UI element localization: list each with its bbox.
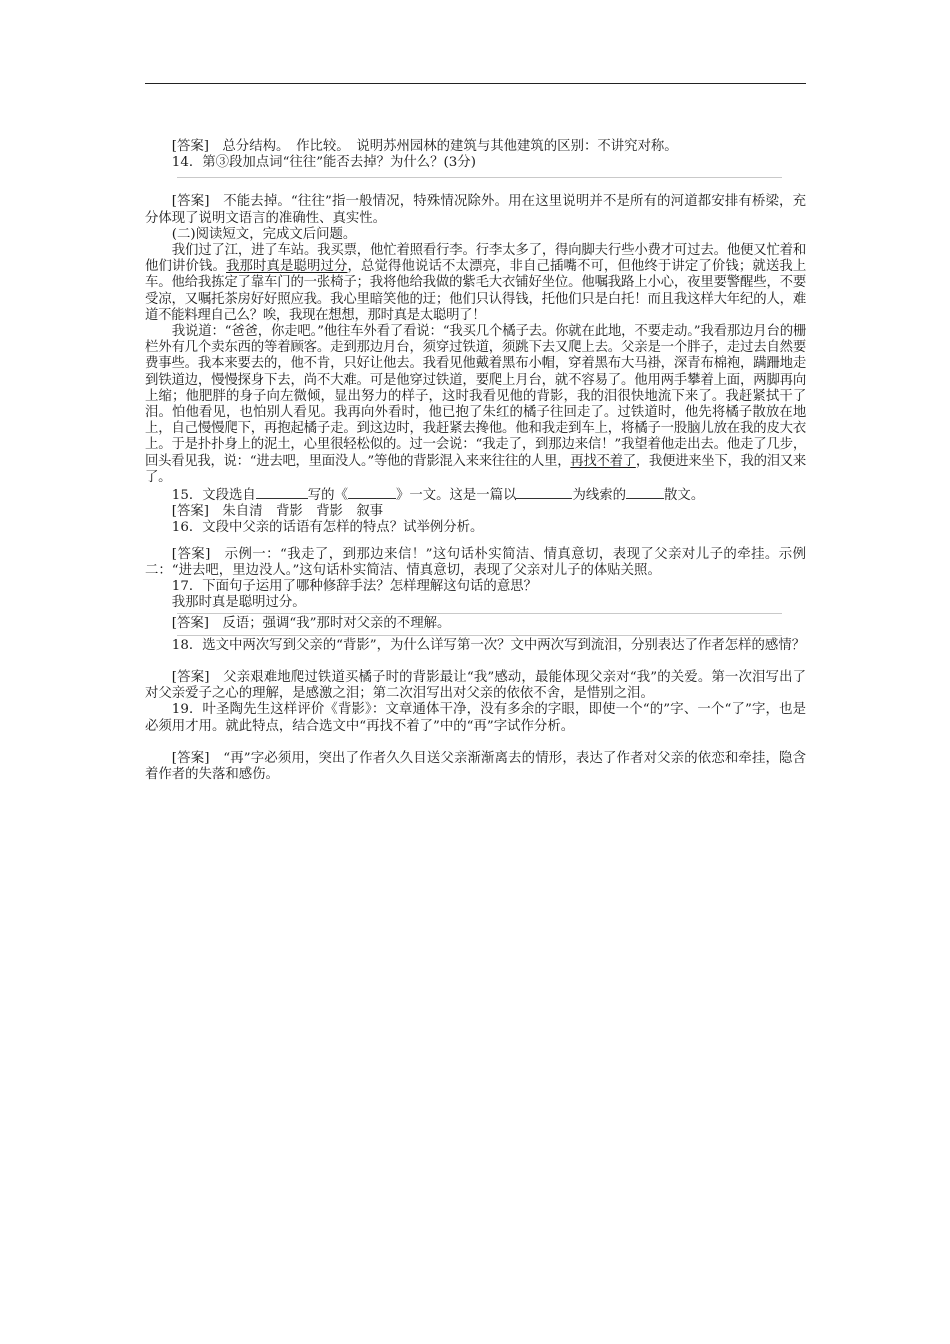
fill-blank[interactable] (626, 486, 664, 499)
header-rule (145, 83, 806, 84)
question-text: 》一文。这是一篇以 (395, 488, 517, 504)
answer-text: 朱自清 背影 背影 叙事 (222, 504, 384, 520)
question-text: 为线索的 (572, 488, 627, 504)
passage-text: ，总觉得他说话不太漂亮，非自己插嘴不可，但他终于讲定了价钱；就送我上车。他给我拣定了靠车门的一张椅子；我将他给我做的紫毛大衣铺好坐位。他嘱我路上小心，夜里要警醒些，不要受凉，又嘱托茶房好好照应我。我心里暗笑他的迂；他们只认得钱，托他们只是白托！而且我这样大年纪的人，难道不能料理自己么？唉，我现在想想，那时真是太聪明了！ (145, 259, 806, 323)
answer-text: 示例一：“我走了，到那边来信！”这句话朴实简洁、情真意切，表现了父亲对儿子的牵挂。示例二：“进去吧，里边没人。”这句话朴实简洁、情真意切，表现了父亲对儿子的体贴关照。 (145, 546, 806, 578)
question-18: 18．选文中两次写到父亲的“背影”，为什么详写第一次？文中两次写到流泪，分别表达了作者怎样的感情？ (171, 637, 806, 653)
question-text: 散文。 (664, 488, 705, 504)
question-16: 16．文段中父亲的话语有怎样的特点？试举例分析。 (171, 520, 484, 536)
passage-paragraph-2 (145, 324, 806, 486)
answer-label: [答案] (171, 194, 210, 210)
question-17-sentence: 我那时真是聪明过分。 (171, 595, 306, 611)
answer-text: 不能去掉。“往往”指一般情况，特殊情况除外。用在这里说明并不是所有的河道都安排有桥梁，充分体现了说明文语言的准确性、真实性。 (145, 194, 806, 226)
answer-15 (145, 504, 806, 520)
answer-label: [答案] (171, 616, 210, 632)
answer-19 (145, 751, 806, 783)
answer-label: [答案] (171, 139, 210, 154)
fill-blank[interactable] (348, 486, 396, 499)
question-17: 17．下面句子运用了哪种修辞手法？怎样理解这句话的意思？ (171, 579, 537, 595)
answer-line (177, 177, 782, 178)
passage-paragraph-1 (145, 243, 806, 324)
question-text: 写的《 (307, 488, 348, 504)
answer-14 (145, 194, 806, 226)
passage-text: ，我便进来坐下，我的泪又来了。 (145, 453, 807, 485)
passage-text: 我说道：“爸爸，你走吧。”他往车外看了看说：“我买几个橘子去。你就在此地，不要走动。”我看那边月台的栅栏外有几个卖东西的等着顾客。走到那边月台，须穿过铁道，须跳下去又爬上去。父亲是一个胖子，走过去自然要费事些。我本来要去的，他不肯，只好让他去。我看见他戴着黑布小帽，穿着黑布大马褂，深青布棉袍，蹒跚地走到铁道边，慢慢探身下去，尚不大难。可是他穿过铁道，要爬上月台，就不容易了。他用两手攀着上面，两脚再向上缩；他肥胖的身子向左微倾，显出努力的样子，这时我看见他的背影，我的泪很快地流下来了。我赶紧拭干了泪。怕他看见，也怕别人看见。我再向外看时，他已抱了朱红的橘子往回走了。过铁道时，他先将橘子散放在地上，自己慢慢爬下，再抱起橘子走。到这边时，我赶紧去搀他。他和我走到车上，将橘子一股脑儿放在我的皮大衣上。于是扑扑身上的泥土，心里很轻松似的。过一会说：“我走了，到那边来信！”我望着他走出去。他走了几步，回头看见我，说：“进去吧，里面没人。”等他的背影混入来来往往的人里， (145, 324, 806, 469)
question-15 (145, 486, 806, 504)
section-heading: (二)阅读短文，完成文后问题。 (171, 226, 357, 242)
document-body (145, 139, 806, 783)
fill-blank[interactable] (516, 486, 572, 499)
underlined-phrase: 再找不着了 (570, 453, 636, 469)
question-19: 19．叶圣陶先生这样评价《背影》：文章通体干净，没有多余的字眼，即使一个“的”字、一个“了”字，也是必须用才用。就此特点，结合选文中“再找不着了”中的“再”字试作分析。 (145, 702, 806, 734)
answer-text: 父亲艰难地爬过铁道买橘子时的背影最让“我”感动，最能体现父亲对“我”的关爱。第一次泪写出了对父亲爱子之心的理解，是感激之泪；第二次泪写出对父亲的依依不舍，是惜别之泪。 (145, 669, 806, 702)
answer-label: [答案] (171, 750, 210, 766)
answer-text: 总分结构。 作比较。 说明苏州园林的建筑与其他建筑的区别：不讲究对称。 (222, 139, 678, 154)
answer-16 (145, 547, 806, 579)
answer-line (177, 635, 782, 636)
answer-label: [答案] (171, 546, 211, 562)
answer-text: “再”字必须用，突出了作者久久目送父亲渐渐离去的情形，表达了作者对父亲的依恋和牵挂，隐含着作者的失落和感伤。 (145, 750, 806, 782)
question-text: 15．文段选自 (171, 488, 256, 504)
answer-line (177, 613, 782, 614)
answer-label: [答案] (171, 669, 210, 685)
answer-text: 反语；强调“我”那时对父亲的不理解。 (222, 616, 451, 632)
passage-text: 我们过了江，进了车站。我买票，他忙着照看行李。行李太多了，得向脚夫行些小费才可过去。他便又忙着和他们讲价钱。 (145, 243, 806, 275)
answer-18 (145, 670, 806, 702)
answer-label: [答案] (171, 504, 210, 520)
question-14: 14．第③段加点词“往往”能否去掉？为什么？(3分) (171, 155, 476, 171)
fill-blank[interactable] (256, 486, 308, 499)
underlined-sentence: 我那时真是聪明过分 (226, 259, 348, 275)
answer-13 (145, 139, 806, 155)
answer-17 (145, 616, 806, 632)
